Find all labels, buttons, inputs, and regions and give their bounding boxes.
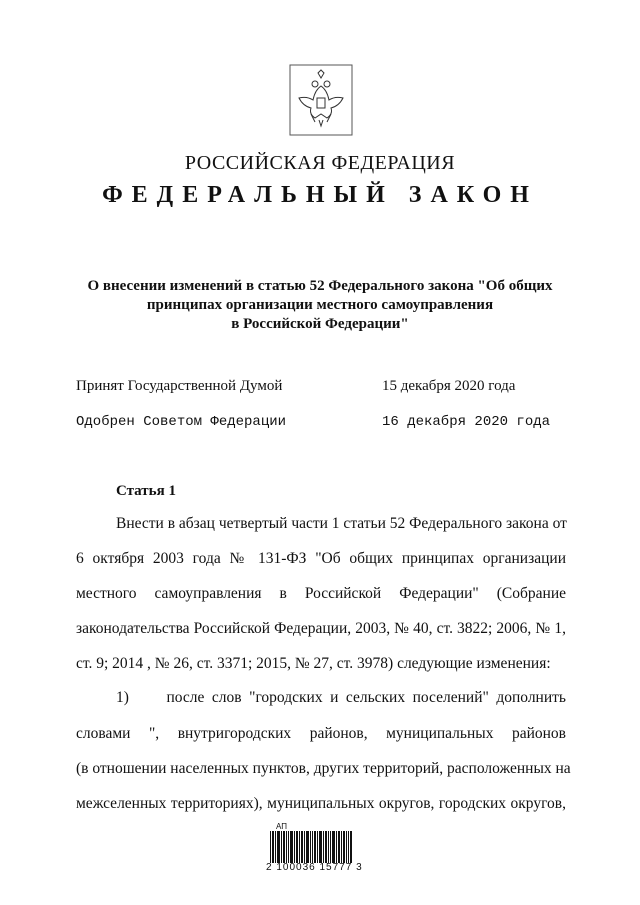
- document-barcode: [266, 822, 386, 878]
- article-text-line: местного самоуправления в Российской Федерации" (Собрание: [76, 585, 566, 602]
- barcode-icon: [270, 831, 352, 863]
- adoption-label: Одобрен Советом Федерации: [76, 414, 287, 430]
- law-title: [70, 277, 570, 334]
- article-text-line: словами ", внутригородских районов, муниципальных районов: [76, 725, 566, 742]
- adoption-label: Принят Государственной Думой: [76, 378, 283, 394]
- article-text-line: межселенных территориях), муниципальных округов, городских округов,: [76, 795, 566, 812]
- adoption-date: 16 декабря 2020 года: [382, 414, 551, 430]
- law-title-line: О внесении изменений в статью 52 Федерального закона "Об общих: [87, 278, 553, 294]
- article-heading: Статья 1: [116, 483, 176, 499]
- barcode-number: 2 100036 15777 3: [266, 862, 363, 873]
- adoption-date: 15 декабря 2020 года: [382, 378, 516, 394]
- russian-coat-of-arms-icon: [289, 64, 353, 136]
- article-text-line: Внести в абзац четвертый части 1 статьи 52 Федерального закона от: [116, 515, 567, 532]
- article-text-line: 6 октября 2003 года № 131-ФЗ "Об общих принципах организации: [76, 550, 566, 567]
- country-name: РОССИЙСКАЯ ФЕДЕРАЦИЯ: [184, 152, 456, 174]
- article-text-line: 1) после слов "городских и сельских поселений" дополнить: [116, 689, 566, 706]
- law-title-line: в Российской Федерации": [231, 316, 409, 332]
- article-text-line: (в отношении населенных пунктов, других территорий, расположенных на: [76, 760, 571, 777]
- barcode-mark: АП: [276, 822, 287, 831]
- article-text-line: ст. 9; 2014 , № 26, ст. 3371; 2015, № 27, ст. 3978) следующие изменения:: [76, 655, 551, 672]
- law-title-line: принципах организации местного самоуправления: [146, 297, 494, 313]
- article-text-line: законодательства Российской Федерации, 2003, № 40, ст. 3822; 2006, № 1,: [76, 620, 566, 637]
- document-type: ФЕДЕРАЛЬНЫЙ ЗАКОН: [102, 182, 538, 208]
